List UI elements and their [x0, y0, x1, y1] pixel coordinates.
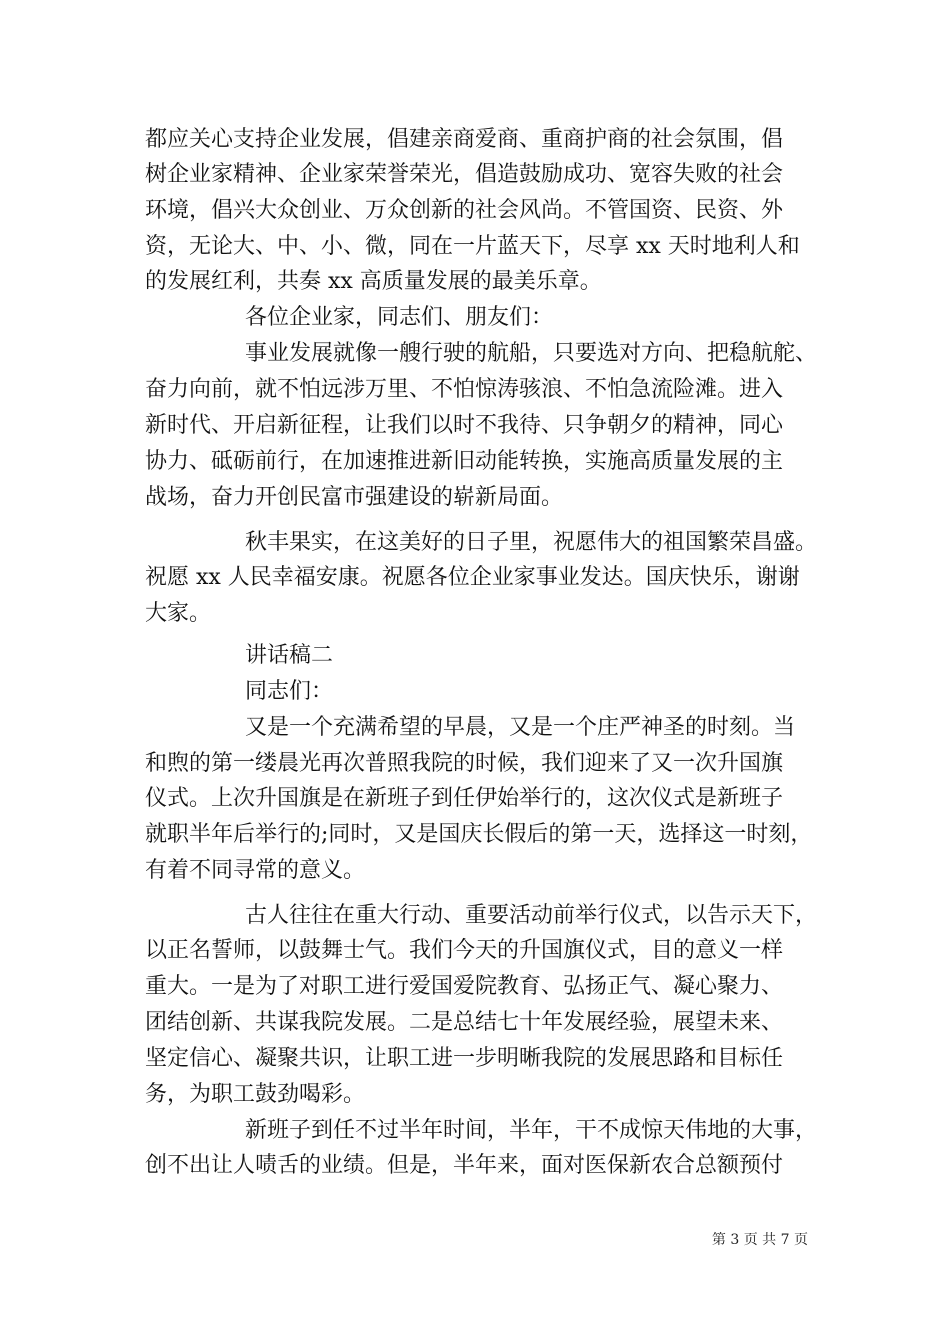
text-line: 和煦的第一缕晨光再次普照我院的时候，我们迎来了又一次升国旗	[145, 751, 784, 776]
text-line: 的发展红利，共奏 xx 高质量发展的最美乐章。	[145, 269, 602, 294]
text-line: 秋丰果实，在这美好的日子里，祝愿伟大的祖国繁荣昌盛。	[245, 530, 818, 555]
text-line: 协力、砥砺前行，在加速推进新旧动能转换，实施高质量发展的主	[145, 449, 784, 474]
text-line: 就职半年后举行的;同时，又是国庆长假后的第一天，选择这一时刻，	[145, 822, 813, 847]
text-line: 同志们：	[245, 679, 334, 704]
text-line: 环境，倡兴大众创业、万众创新的社会风尚。不管国资、民资、外	[145, 198, 784, 223]
text-line: 树企业家精神、企业家荣誉荣光，倡造鼓励成功、宽容失败的社会	[145, 162, 784, 187]
text-line: 重大。一是为了对职工进行爱国爱院教育、弘扬正气、凝心聚力、	[145, 974, 784, 999]
text-line: 大家。	[145, 601, 212, 626]
text-line: 坚定信心、凝聚共识，让职工进一步明晰我院的发展思路和目标任	[145, 1046, 784, 1071]
text-line: 各位企业家，同志们、朋友们：	[245, 305, 554, 330]
text-line: 务，为职工鼓劲喝彩。	[145, 1082, 366, 1107]
text-line: 团结创新、共谋我院发展。二是总结七十年发展经验，展望未来、	[145, 1010, 784, 1035]
text-line: 讲话稿二	[245, 643, 334, 668]
text-line: 新班子到任不过半年时间，半年，干不成惊天伟地的大事，	[245, 1118, 818, 1143]
text-line: 仪式。上次升国旗是在新班子到任伊始举行的，这次仪式是新班子	[145, 786, 784, 811]
text-line: 战场，奋力开创民富市强建设的崭新局面。	[145, 485, 564, 510]
page-number: 第 3 页 共 7 页	[711, 1232, 808, 1248]
text-line: 有着不同寻常的意义。	[145, 858, 366, 883]
text-line: 资，无论大、中、小、微，同在一片蓝天下，尽享 xx 天时地利人和	[145, 234, 800, 259]
text-line: 古人往往在重大行动、重要活动前举行仪式，以告示天下，	[245, 903, 818, 928]
text-line: 又是一个充满希望的早晨，又是一个庄严神圣的时刻。当	[245, 715, 796, 740]
text-line: 都应关心支持企业发展，倡建亲商爱商、重商护商的社会氛围，倡	[145, 127, 784, 152]
text-line: 新时代、开启新征程，让我们以时不我待、只争朝夕的精神，同心	[145, 413, 784, 438]
text-line: 奋力向前，就不怕远涉万里、不怕惊涛骇浪、不怕急流险滩。进入	[145, 377, 784, 402]
text-line: 以正名誓师，以鼓舞士气。我们今天的升国旗仪式，目的意义一样	[145, 938, 784, 963]
text-line: 创不出让人啧舌的业绩。但是，半年来，面对医保新农合总额预付	[145, 1153, 784, 1178]
text-line: 祝愿 xx 人民幸福安康。祝愿各位企业家事业发达。国庆快乐，谢谢	[145, 565, 800, 590]
text-line: 事业发展就像一艘行驶的航船，只要选对方向、把稳航舵、	[245, 341, 818, 366]
